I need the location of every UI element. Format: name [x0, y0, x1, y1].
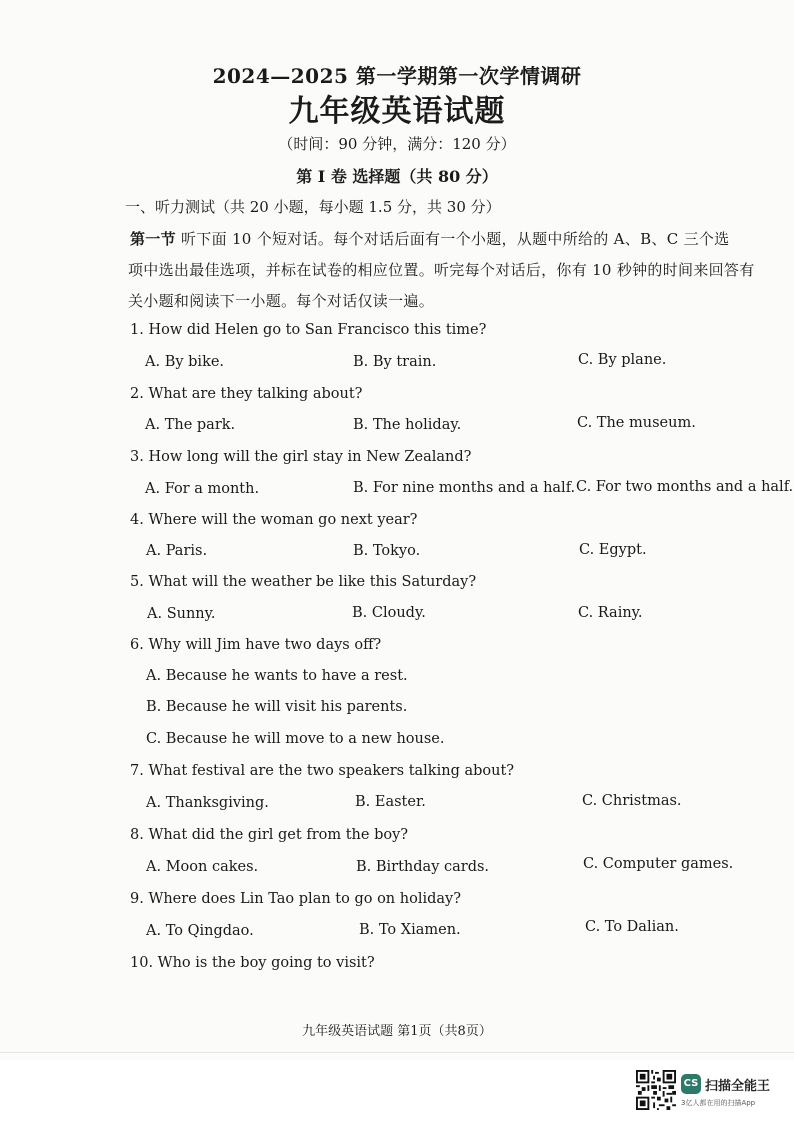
instruction-line-3: 关小题和阅读下一小题。每个对话仅读一遍。: [128, 292, 435, 310]
listening-section-heading: 一、听力测试（共 20 小题，每小题 1.5 分，共 30 分）: [125, 198, 501, 216]
question-1-option-a: A. By bike.: [145, 354, 225, 370]
question-6-option-b: B. Because he will visit his parents.: [146, 699, 408, 715]
question-6: 6. Why will Jim have two days off?: [130, 637, 382, 653]
instruction-line-2: 项中选出最佳选项，并标在试卷的相应位置。听完每个对话后，你有 10 秒钟的时间来回答有: [128, 261, 755, 279]
question-4: 4. Where will the woman go next year?: [130, 512, 418, 528]
exam-title: 九年级英语试题: [288, 94, 506, 129]
instruction-text-1: 听下面 10 个短对话。每个对话后面有一个小题，从题中所给的 A、B、C 三个选: [175, 230, 730, 248]
question-2-option-a: A. The park.: [145, 417, 236, 433]
question-5-option-c: C. Rainy.: [578, 605, 643, 621]
question-2: 2. What are they talking about?: [130, 386, 363, 402]
question-9: 9. Where does Lin Tao plan to go on holiday?: [130, 891, 461, 907]
question-3: 3. How long will the girl stay in New Zealand?: [130, 449, 472, 465]
question-5-option-b: B. Cloudy.: [352, 605, 426, 621]
instruction-line-1: [130, 228, 766, 249]
question-4-option-b: B. Tokyo.: [353, 543, 421, 559]
question-3-option-a: A. For a month.: [145, 481, 260, 497]
question-7-option-a: A. Thanksgiving.: [146, 795, 269, 811]
paper-edge: [0, 1052, 794, 1053]
question-7: 7. What festival are the two speakers talking about?: [130, 763, 515, 779]
question-7-option-b: B. Easter.: [355, 794, 426, 810]
question-9-option-a: A. To Qingdao.: [146, 923, 254, 939]
page-footer: 九年级英语试题 第1页（共8页）: [302, 1024, 492, 1039]
question-2-option-b: B. The holiday.: [353, 417, 462, 433]
question-6-option-c: C. Because he will move to a new house.: [146, 731, 445, 747]
question-1-option-b: B. By train.: [353, 354, 437, 370]
question-3-option-b: B. For nine months and a half.: [353, 480, 576, 496]
question-1-option-c: C. By plane.: [578, 352, 667, 368]
question-8-option-c: C. Computer games.: [583, 856, 734, 872]
question-5-option-a: A. Sunny.: [147, 606, 216, 622]
qr-code-icon: [636, 1070, 676, 1110]
question-10: 10. Who is the boy going to visit?: [130, 955, 375, 971]
question-7-option-c: C. Christmas.: [582, 793, 682, 809]
question-3-option-c: C. For two months and a half.: [576, 479, 794, 495]
question-8-option-b: B. Birthday cards.: [356, 859, 490, 875]
question-6-option-a: A. Because he wants to have a rest.: [146, 668, 408, 684]
question-8-option-a: A. Moon cakes.: [146, 859, 259, 875]
scanner-tagline: 3亿人都在用的扫描App: [681, 1099, 756, 1107]
exam-time-info: （时间：90 分钟，满分：120 分）: [278, 135, 516, 153]
exam-session-line: 2024—2025 第一学期第一次学情调研: [212, 64, 582, 88]
question-4-option-c: C. Egypt.: [579, 542, 647, 558]
question-1: 1. How did Helen go to San Francisco this time?: [130, 322, 487, 338]
question-9-option-c: C. To Dalian.: [585, 919, 679, 935]
instruction-label: 第一节: [130, 230, 176, 248]
question-2-option-c: C. The museum.: [577, 415, 696, 431]
question-8: 8. What did the girl get from the boy?: [130, 827, 409, 843]
scanner-watermark: [636, 1070, 786, 1114]
question-4-option-a: A. Paris.: [146, 543, 208, 559]
scanner-app-name: 扫描全能王: [705, 1079, 771, 1094]
part-one-title: 第 I 卷 选择题（共 80 分）: [296, 167, 498, 186]
question-5: 5. What will the weather be like this Saturday?: [130, 574, 477, 590]
question-9-option-b: B. To Xiamen.: [359, 922, 461, 938]
camscanner-logo-icon: CS: [681, 1074, 701, 1094]
